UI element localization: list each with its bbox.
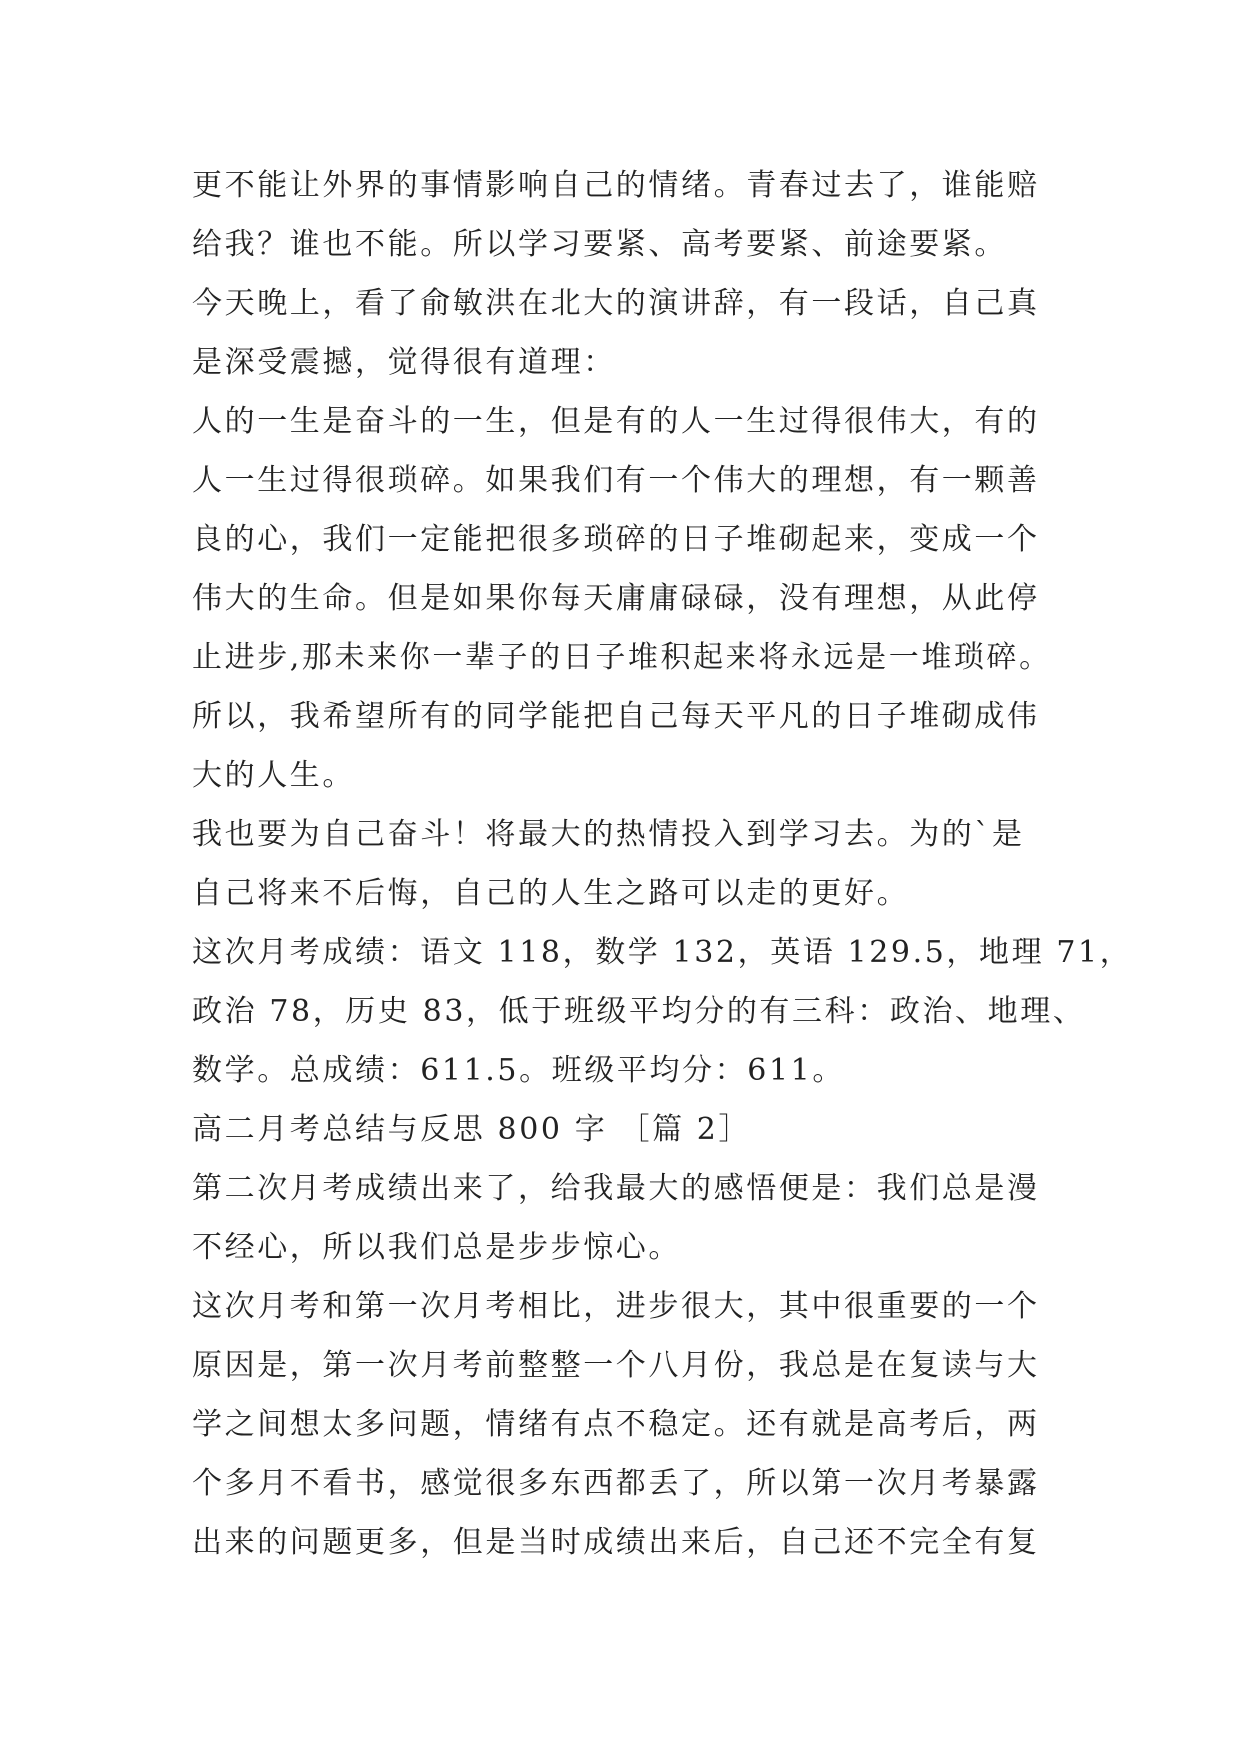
text-line: 不经心，所以我们总是步步惊心。 bbox=[192, 1230, 681, 1265]
text-line: 我也要为自己奋斗！将最大的热情投入到学习去。为的`是 bbox=[192, 817, 1025, 852]
text-line: 原因是，第一次月考前整整一个八月份，我总是在复读与大 bbox=[192, 1348, 1040, 1383]
text-line: 人一生过得很琐碎。如果我们有一个伟大的理想，有一颗善 bbox=[192, 463, 1040, 498]
text-line: 个多月不看书，感觉很多东西都丢了，所以第一次月考暴露 bbox=[192, 1466, 1040, 1501]
text-line: 所以，我希望所有的同学能把自己每天平凡的日子堆砌成伟 bbox=[192, 699, 1040, 734]
text-line: 止进步,那未来你一辈子的日子堆积起来将永远是一堆琐碎。 bbox=[192, 640, 1052, 675]
text-line: 人的一生是奋斗的一生，但是有的人一生过得很伟大，有的 bbox=[192, 404, 1040, 439]
text-line: 今天晚上，看了俞敏洪在北大的演讲辞，有一段话，自己真 bbox=[192, 286, 1040, 321]
text-line: 学之间想太多问题，情绪有点不稳定。还有就是高考后，两 bbox=[192, 1407, 1040, 1442]
text-line: 出来的问题更多，但是当时成绩出来后，自己还不完全有复 bbox=[192, 1525, 1040, 1560]
text-line: 给我？谁也不能。所以学习要紧、高考要紧、前途要紧。 bbox=[192, 227, 1007, 262]
text-line: 大的人生。 bbox=[192, 758, 355, 793]
text-line: 政治 78，历史 83，低于班级平均分的有三科：政治、地理、 bbox=[192, 994, 1086, 1029]
text-line: 伟大的生命。但是如果你每天庸庸碌碌，没有理想，从此停 bbox=[192, 581, 1040, 616]
section-heading: 高二月考总结与反思 800 字 ［篇 2］ bbox=[192, 1112, 752, 1147]
text-line: 这次月考和第一次月考相比，进步很大，其中很重要的一个 bbox=[192, 1289, 1040, 1324]
text-line: 数学。总成绩：611.5。班级平均分：611。 bbox=[192, 1053, 845, 1088]
text-line: 第二次月考成绩出来了，给我最大的感悟便是：我们总是漫 bbox=[192, 1171, 1040, 1206]
text-line: 良的心，我们一定能把很多琐碎的日子堆砌起来，变成一个 bbox=[192, 522, 1040, 557]
text-line: 自己将来不后悔，自己的人生之路可以走的更好。 bbox=[192, 876, 910, 911]
text-line: 是深受震撼，觉得很有道理： bbox=[192, 345, 616, 380]
text-line: 这次月考成绩：语文 118，数学 132，英语 129.5，地理 71， bbox=[192, 935, 1133, 970]
document-body bbox=[192, 156, 1133, 1572]
text-line: 更不能让外界的事情影响自己的情绪。青春过去了，谁能赔 bbox=[192, 168, 1040, 203]
